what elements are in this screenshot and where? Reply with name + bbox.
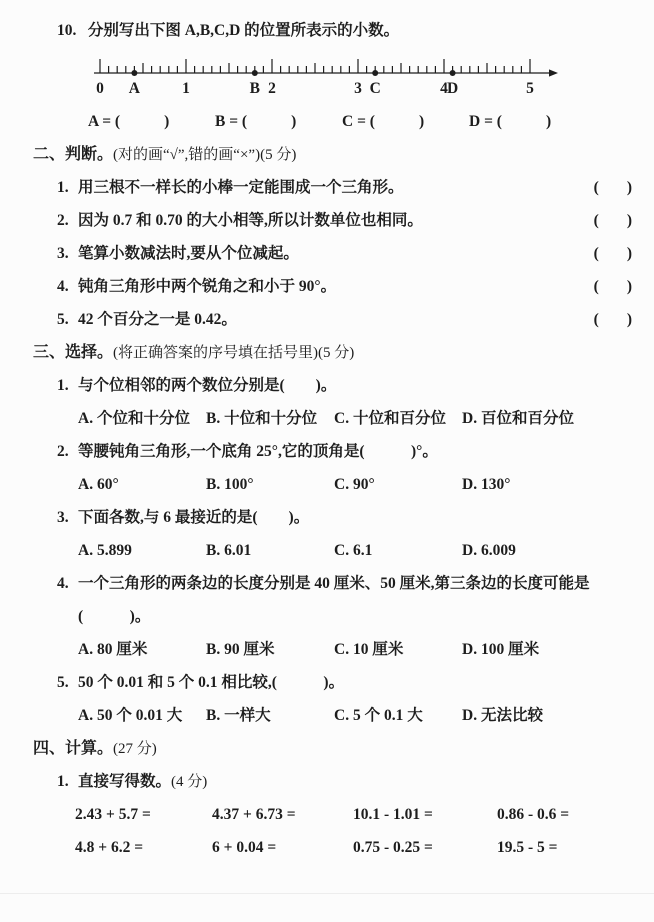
option-a: A. 5.899 — [78, 542, 132, 559]
paren-close: ) — [626, 278, 632, 295]
question-stem: 等腰钝角三角形,一个底角 25°,它的顶角是( )°。 — [78, 443, 438, 460]
section-3-note: (将正确答案的序号填在括号里)(5 分) — [113, 345, 355, 361]
item-number: 2. — [57, 212, 69, 229]
option-b: B. 90 厘米 — [206, 641, 275, 658]
option-b: B. 100° — [206, 476, 254, 493]
item-number: 4. — [57, 575, 69, 592]
calc-expression: 4.37 + 6.73 = — [212, 806, 296, 823]
option-c: C. 6.1 — [334, 542, 373, 559]
calc-expression: 6 + 0.04 = — [212, 839, 277, 856]
paren-close: ) — [626, 311, 632, 328]
answer-parens — [594, 171, 632, 204]
judgment-item-1 — [0, 171, 654, 204]
item-text: 钝角三角形中两个锐角之和小于 90°。 — [78, 278, 337, 295]
judgment-item-5-text — [57, 303, 237, 336]
calc-expression: 4.8 + 6.2 = — [75, 839, 144, 856]
calc-subtitle-line — [0, 765, 654, 798]
option-a: A. 80 厘米 — [78, 641, 148, 658]
item-number: 4. — [57, 278, 69, 295]
calc-expression: 0.75 - 0.25 = — [353, 839, 433, 856]
mc-question-2-options — [0, 468, 654, 501]
section-3-title: 三、选择。 — [33, 344, 114, 361]
svg-text:C: C — [369, 80, 381, 97]
judgment-item-3 — [0, 237, 654, 270]
q10-answer-row — [0, 105, 654, 138]
judgment-item-3-text — [57, 237, 299, 270]
item-number: 1. — [57, 773, 69, 790]
item-number: 1. — [57, 377, 69, 394]
answer-slot-c — [342, 105, 469, 138]
option-c: C. 十位和百分位 — [334, 410, 446, 427]
option-b: B. 6.01 — [206, 542, 252, 559]
item-text: 笔算小数减法时,要从个位减起。 — [78, 245, 299, 262]
mc-question-1-stem — [0, 369, 654, 402]
answer-slot-d-close: ) — [545, 113, 552, 130]
option-a: A. 60° — [78, 476, 119, 493]
answer-parens — [594, 237, 632, 270]
mc-question-3-stem — [0, 501, 654, 534]
option-b: B. 十位和十分位 — [206, 410, 318, 427]
paren-close: ) — [626, 245, 632, 262]
answer-parens — [594, 204, 632, 237]
calc-subtitle: 直接写得数。 — [78, 773, 172, 790]
mc-question-1-options — [0, 402, 654, 435]
option-a: A. 50 个 0.01 大 — [78, 707, 183, 724]
section-4-note: (27 分) — [113, 741, 157, 757]
svg-text:2: 2 — [268, 80, 276, 97]
paren-open: ( — [593, 311, 599, 328]
judgment-item-2 — [0, 204, 654, 237]
question-stem: 一个三角形的两条边的长度分别是 40 厘米、50 厘米,第三条边的长度可能是 — [78, 575, 590, 592]
question-stem: 下面各数,与 6 最接近的是( )。 — [78, 509, 310, 526]
svg-text:B: B — [249, 80, 260, 97]
mc-question-3-options — [0, 534, 654, 567]
paren-open: ( — [593, 179, 599, 196]
option-c: C. 5 个 0.1 大 — [334, 707, 423, 724]
svg-text:3: 3 — [354, 80, 362, 97]
option-d: D. 百位和百分位 — [462, 410, 574, 427]
page-bottom-edge — [0, 893, 654, 894]
judgment-item-5 — [0, 303, 654, 336]
answer-slot-a — [88, 105, 215, 138]
item-text: 因为 0.7 和 0.70 的大小相等,所以计数单位也相同。 — [78, 212, 423, 229]
calc-row-1 — [0, 798, 654, 831]
svg-text:1: 1 — [182, 80, 190, 97]
mc-question-5-stem — [0, 666, 654, 699]
option-d: D. 100 厘米 — [462, 641, 540, 658]
svg-text:5: 5 — [526, 80, 534, 97]
item-text: 42 个百分之一是 0.42。 — [78, 311, 237, 328]
question-stem: 50 个 0.01 和 5 个 0.1 相比较,( )。 — [78, 674, 345, 691]
answer-parens — [594, 270, 632, 303]
svg-text:D: D — [446, 80, 459, 97]
option-b: B. 一样大 — [206, 707, 271, 724]
judgment-item-1-text — [57, 171, 404, 204]
paren-open: ( — [593, 278, 599, 295]
item-text: 用三根不一样长的小棒一定能围成一个三角形。 — [78, 179, 404, 196]
answer-slot-d — [469, 105, 654, 138]
section-3-heading — [0, 336, 654, 369]
option-d: D. 6.009 — [462, 542, 516, 559]
judgment-item-4-text — [57, 270, 336, 303]
item-number: 3. — [57, 509, 69, 526]
answer-slot-c-open: C = ( — [342, 113, 375, 130]
section-2-title: 二、判断。 — [33, 146, 114, 163]
answer-slot-c-close: ) — [418, 113, 425, 130]
mc-question-2-stem — [0, 435, 654, 468]
item-number: 5. — [57, 674, 69, 691]
mc-question-4-stem-line2 — [0, 600, 654, 633]
calc-expression: 0.86 - 0.6 = — [497, 806, 570, 823]
option-d: D. 130° — [462, 476, 511, 493]
answer-slot-a-open: A = ( — [88, 113, 121, 130]
option-c: C. 90° — [334, 476, 375, 493]
number-line-svg — [88, 53, 562, 99]
answer-slot-a-close: ) — [164, 113, 170, 130]
item-number: 1. — [57, 179, 69, 196]
paren-open: ( — [593, 245, 599, 262]
option-d: D. 无法比较 — [462, 707, 543, 724]
answer-slot-b-open: B = ( — [215, 113, 248, 130]
question-10-number: 10. — [57, 22, 77, 39]
svg-text:4: 4 — [440, 80, 448, 97]
item-number: 5. — [57, 311, 69, 328]
paren-close: ) — [626, 212, 632, 229]
option-c: C. 10 厘米 — [334, 641, 404, 658]
mc-question-4-options — [0, 633, 654, 666]
calc-subtitle-note: (4 分) — [171, 774, 208, 790]
mc-question-5-options — [0, 699, 654, 732]
mc-question-4-stem — [0, 567, 654, 600]
question-10-title: 分别写出下图 A,B,C,D 的位置所表示的小数。 — [87, 22, 400, 39]
answer-slot-b-close: ) — [291, 113, 297, 130]
question-stem: 与个位相邻的两个数位分别是( )。 — [78, 377, 337, 394]
calc-expression: 2.43 + 5.7 = — [75, 806, 151, 823]
section-2-note: (对的画“√”,错的画“×”)(5 分) — [113, 147, 297, 163]
question-stem-continued: ( )。 — [78, 608, 151, 625]
option-a: A. 个位和十分位 — [78, 410, 190, 427]
answer-slot-b — [215, 105, 342, 138]
calc-row-2 — [0, 831, 654, 864]
paren-open: ( — [593, 212, 599, 229]
section-4-title: 四、计算。 — [33, 740, 114, 757]
svg-text:0: 0 — [96, 80, 104, 97]
item-number: 3. — [57, 245, 69, 262]
item-number: 2. — [57, 443, 69, 460]
answer-slot-d-open: D = ( — [469, 113, 502, 130]
question-10-title-line — [0, 14, 654, 47]
paren-close: ) — [626, 179, 632, 196]
svg-text:A: A — [128, 80, 141, 97]
calc-expression: 10.1 - 1.01 = — [353, 806, 433, 823]
answer-parens — [594, 303, 632, 336]
section-4-heading — [0, 732, 654, 765]
judgment-item-2-text — [57, 204, 423, 237]
calc-expression: 19.5 - 5 = — [497, 839, 558, 856]
number-line-figure — [88, 53, 654, 105]
section-2-heading — [0, 138, 654, 171]
judgment-item-4 — [0, 270, 654, 303]
